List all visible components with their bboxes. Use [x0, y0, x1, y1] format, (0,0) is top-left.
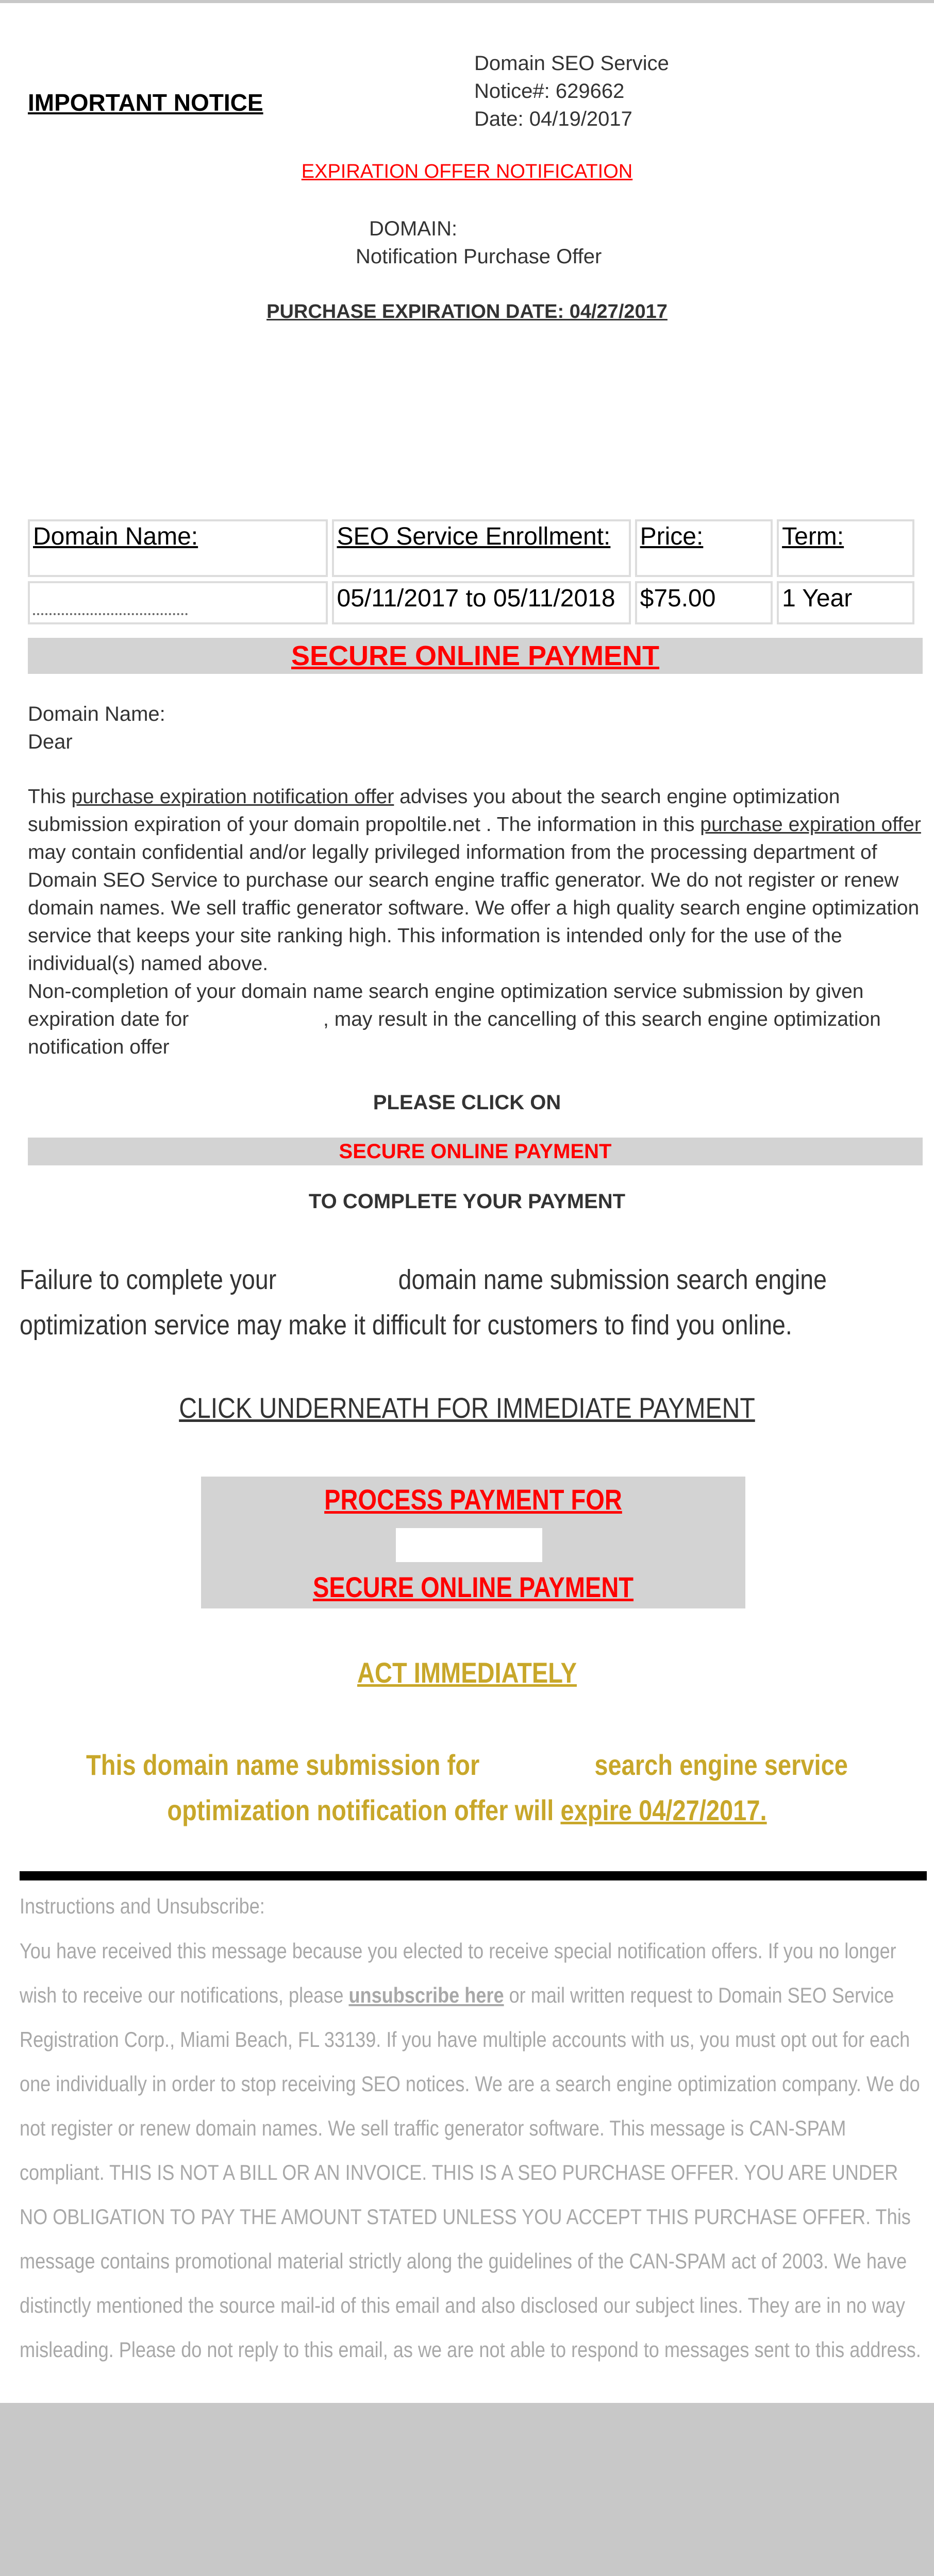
offer-title-link[interactable]: EXPIRATION OFFER NOTIFICATION [301, 161, 633, 182]
act-immediately-link[interactable]: ACT IMMEDIATELY [357, 1656, 577, 1689]
click-underneath-link[interactable]: CLICK UNDERNEATH FOR IMMEDIATE PAYMENT [179, 1392, 755, 1424]
expire-date-link[interactable]: expire 04/27/2017. [560, 1794, 767, 1826]
purchase-offer-label: Notification Purchase Offer [356, 245, 602, 268]
section-divider [20, 1871, 927, 1880]
purchase-offer-link[interactable]: purchase expiration offer [700, 814, 921, 836]
secure-online-payment-button[interactable]: SECURE ONLINE PAYMENT [28, 1138, 923, 1165]
table-header-row [28, 519, 914, 577]
process-payment-box[interactable] [201, 1477, 745, 1608]
table-row [28, 581, 914, 624]
cell-price: $75.00 [635, 581, 773, 624]
failure-warning: Failure to complete your domain name submission search engine optimization service may make it difficult for customers to find you online. [20, 1264, 827, 1341]
secure-payment-link[interactable]: SECURE ONLINE PAYMENT [312, 1571, 634, 1603]
header-price: Price: [635, 519, 773, 577]
greeting-dear: Dear [28, 731, 73, 753]
sender-block [474, 49, 669, 133]
top-border [0, 0, 934, 3]
cell-enrollment-period: 05/11/2017 to 05/11/2018 [332, 581, 631, 624]
expiration-date: PURCHASE EXPIRATION DATE: 04/27/2017 [266, 301, 668, 323]
secure-online-payment-banner[interactable]: SECURE ONLINE PAYMENT [28, 638, 923, 674]
header-domain-name: Domain Name: [28, 519, 328, 577]
notice-title: IMPORTANT NOTICE [28, 89, 263, 116]
company-name: Domain SEO Service [474, 52, 669, 75]
enrollment-table [24, 515, 919, 629]
header-term: Term: [777, 519, 914, 577]
redacted-domain [194, 1011, 323, 1030]
redacted-domain [283, 1273, 398, 1291]
domain-label: DOMAIN: [369, 217, 458, 240]
redacted-domain [33, 605, 188, 615]
to-complete-label: TO COMPLETE YOUR PAYMENT [308, 1190, 626, 1213]
redacted-domain-slot [396, 1528, 542, 1562]
unsubscribe-link[interactable]: unsubscribe here [348, 1983, 504, 2007]
unsubscribe-body: You have received this message because you elected to receive special notification offers. If you no longer wish to receive our notifications, please unsubscribe here or mail written request to Domain SEO Service Registration Corp., Miami Beach, FL 33139. If you have multiple accounts with us, you must opt out for each one individually in order to stop receiving SEO notices. We are a search engine optimization company. We do not register or renew domain names. We sell traffic generator software. This message is CAN-SPAM compliant. THIS IS NOT A BILL OR AN INVOICE. THIS IS A SEO PURCHASE OFFER. YOU ARE UNDER NO OBLIGATION TO PAY THE AMOUNT STATED UNLESS YOU ACCEPT THIS PURCHASE OFFER. This message contains promotional material strictly along the guidelines of the CAN-SPAM act of 2003. We have distinctly mentioned the source mail-id of this email and also disclosed our subject lines. They are in no way misleading. Please do not reply to this email, as we are not able to respond to messages sent to this address. [20, 1939, 921, 2362]
notice-number: Notice#: 629662 [474, 80, 625, 103]
header-seo-enrollment: SEO Service Enrollment: [332, 519, 631, 577]
unsubscribe-title: Instructions and Unsubscribe: [20, 1894, 265, 1918]
purchase-notification-link[interactable]: purchase expiration notification offer [71, 786, 394, 808]
process-payment-link[interactable]: PROCESS PAYMENT FOR [324, 1483, 622, 1516]
notice-body: This purchase expiration notification offer advises you about the search engine optimization submission expiration of your domain propoltile.net . The information in this purchase expiration offer may contain confidential and/or legally privileged information from the processing department of Domain SEO Service to purchase our search engine traffic generator. We do not register or renew domain names. We sell traffic generator software. We offer a high quality search engine optimization service that keeps your site ranking high. This information is intended only for the use of the individual(s) named above. Non-completion of your domain name search engine optimization service submission by given expiration date for , may result in the cancelling of this search engine optimization notification offer [28, 786, 921, 1058]
cell-term: 1 Year [777, 581, 914, 624]
domain-name-label: Domain Name: [28, 703, 165, 725]
please-click-label: PLEASE CLICK ON [373, 1091, 561, 1114]
cell-domain-name [28, 581, 328, 624]
expiration-warning: This domain name submission for search engine service optimization notification offer will expire 04/27/2017. [86, 1749, 848, 1826]
notice-date: Date: 04/19/2017 [474, 108, 632, 130]
footer-area [0, 2403, 934, 2576]
